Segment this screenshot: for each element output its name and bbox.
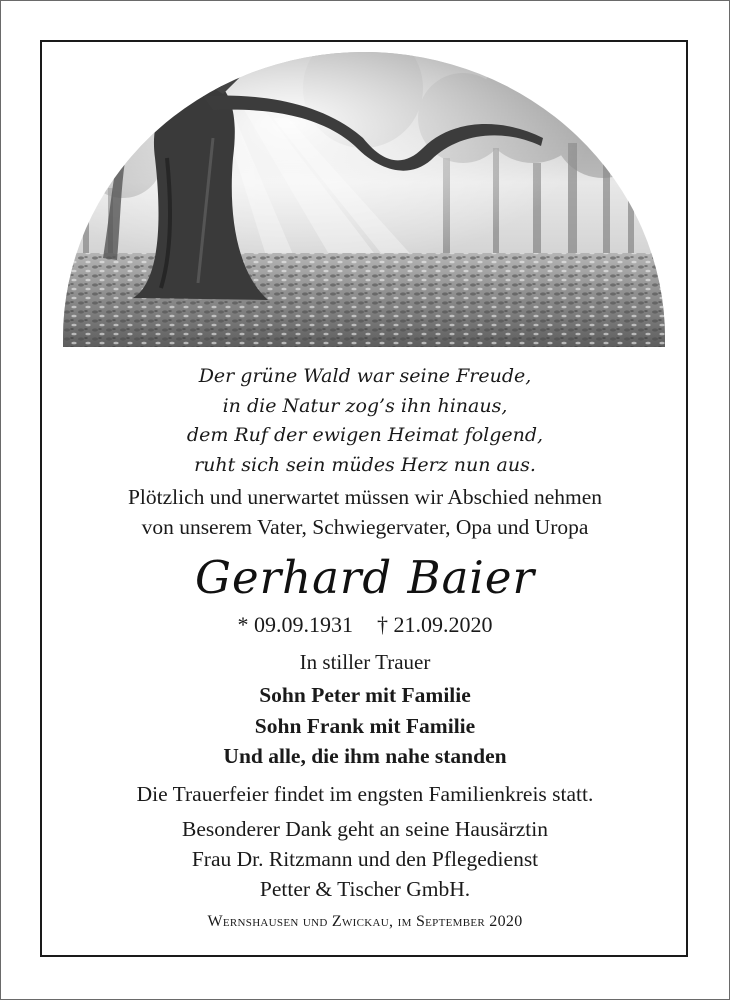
death-date: † 21.09.2020 xyxy=(377,612,493,637)
thanks-line: Frau Dr. Ritzmann und den Pflegedienst xyxy=(191,847,539,871)
poem-line: ruht sich sein müdes Herz nun aus. xyxy=(194,453,536,476)
poem-line: in die Natur zog’s ihn hinaus, xyxy=(222,394,508,417)
life-dates xyxy=(40,609,690,641)
intro-text xyxy=(40,482,690,542)
thanks-line: Besonderer Dank geht an seine Hausärztin xyxy=(182,817,548,841)
mourner-line: Sohn Frank mit Familie xyxy=(254,713,476,738)
mourner-line: Und alle, die ihm nahe standen xyxy=(223,744,507,768)
intro-line: Plötzlich und unerwartet müssen wir Abschied nehmen xyxy=(127,485,603,509)
grief-heading: In stiller Trauer xyxy=(299,650,431,674)
tree-forest-photo xyxy=(63,48,665,347)
deceased-name: Gerhard Baier xyxy=(195,551,535,604)
place-and-date: Wernshausen und Zwickau, im September 2020 xyxy=(207,913,523,930)
intro-line: von unserem Vater, Schwiegervater, Opa und Uropa xyxy=(141,515,589,539)
thanks-line: Petter & Tischer GmbH. xyxy=(259,877,471,901)
poem-line: Der grüne Wald war seine Freude, xyxy=(198,365,532,387)
birth-date: * 09.09.1931 xyxy=(237,612,353,637)
mourners-list xyxy=(40,680,690,772)
mourner-line: Sohn Peter mit Familie xyxy=(259,683,471,707)
memorial-poem xyxy=(40,362,690,480)
funeral-note: Die Trauerfeier findet im engsten Familienkreis statt. xyxy=(136,782,594,806)
thanks-note xyxy=(40,814,690,904)
poem-line: dem Ruf der ewigen Heimat folgend, xyxy=(186,424,544,446)
